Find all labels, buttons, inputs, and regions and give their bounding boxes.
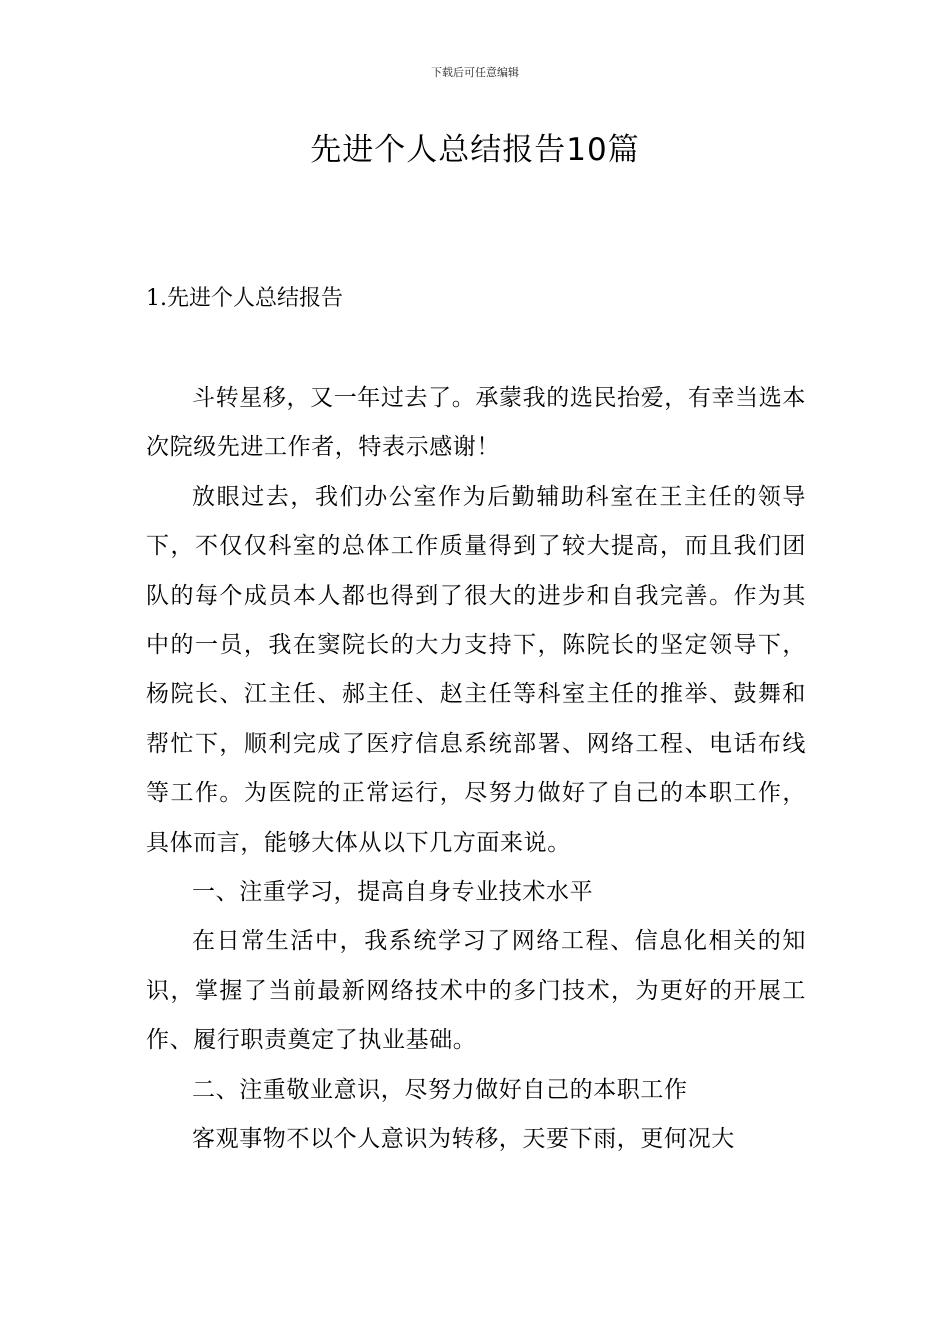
paragraph: 在日常生活中，我系统学习了网络工程、信息化相关的知识，掌握了当前最新网络技术中的多门技术，为更好的开展工作、履行职责奠定了执业基础。 bbox=[146, 928, 806, 1054]
paragraph: 斗转星移，又一年过去了。承蒙我的选民抬爱，有幸当选本次院级先进工作者，特表示感谢！ bbox=[146, 385, 806, 461]
subheading: 一、注重学习，提高自身专业技术水平 bbox=[192, 879, 594, 906]
subheading: 二、注重敬业意识，尽努力做好自己的本职工作 bbox=[192, 1076, 688, 1103]
header-note: 下载后可任意编辑 bbox=[431, 66, 519, 79]
body-text bbox=[146, 374, 806, 1165]
document-title: 先进个人总结报告10篇 bbox=[310, 132, 640, 168]
paragraph: 放眼过去，我们办公室作为后勤辅助科室在王主任的领导下，不仅仅科室的总体工作质量得到了较大提高，而且我们团队的每个成员本人都也得到了很大的进步和自我完善。作为其中的一员，我在窦院长的大力支持下，陈院长的坚定领导下，杨院长、江主任、郝主任、赵主任等科室主任的推举、鼓舞和帮忙下，顺利完成了医疗信息系统部署、网络工程、电话布线等工作。为医院的正常运行，尽努力做好了自己的本职工作，具体而言，能够大体从以下几方面来说。 bbox=[146, 483, 806, 856]
paragraph: 客观事物不以个人意识为转移，天要下雨，更何况大 bbox=[192, 1126, 735, 1153]
section-heading: 1.先进个人总结报告 bbox=[146, 286, 343, 311]
